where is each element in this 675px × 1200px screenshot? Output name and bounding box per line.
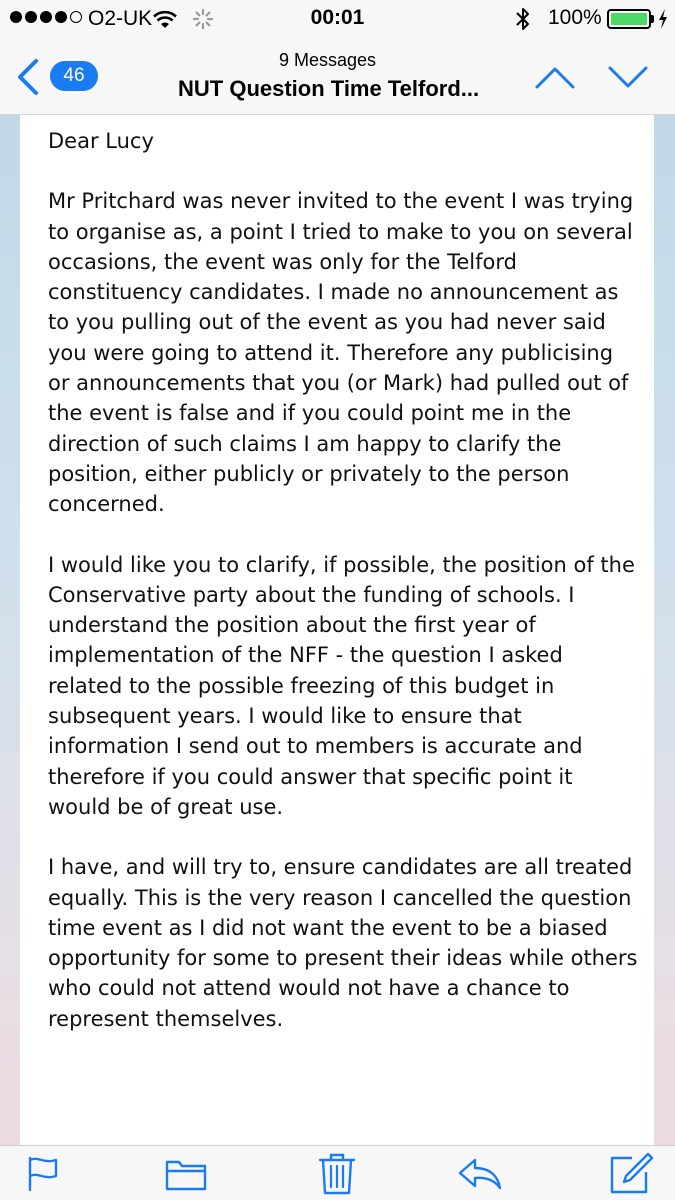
thread-title: NUT Question Time Telford... — [178, 76, 480, 101]
reply-icon[interactable] — [457, 1156, 503, 1192]
message-paragraph: Mr Pritchard was never invited to the event I was trying to organise as, a point I tried to make to you on several occasions, the event was only for the Telford constituency candidates. I made no announcement as to you pulling out of the event as you had never said you were going to attend it. Therefore any publicising or announcements that you (or Mark) had pulled out of the event is false and if you could point me in the direction of such claims I am happy to clarify the position, either publicly or privately to the person concerned. — [48, 189, 634, 517]
compose-icon[interactable] — [608, 1152, 654, 1194]
previous-message-chevron-up-icon[interactable] — [534, 64, 576, 90]
carrier-name: O2-UK — [88, 7, 153, 30]
battery-percentage: 100% — [548, 6, 602, 29]
status-bar — [0, 0, 675, 38]
folder-icon[interactable] — [165, 1156, 207, 1192]
status-time: 00:01 — [310, 6, 365, 29]
top-bar — [0, 0, 675, 115]
message-count-label: 9 Messages — [278, 50, 377, 70]
battery-icon — [607, 9, 651, 29]
message-paragraph: I have, and will try to, ensure candidates are all treated equally. This is the very reason I cancelled the question time event as I did not want the event to be a biased opportunity for some to present their ideas while others who could not attend would not have a chance to represent themselves. — [48, 855, 638, 1031]
bottom-toolbar — [0, 1145, 675, 1200]
message-paragraph: I would like you to clarify, if possible, the position of the Conservative party about the funding of schools. I understand the position about the first year of implementation of the NFF - the question I asked related to the possible freezing of this budget in subsequent years. I would like to ensure that information I send out to members is accurate and therefore if you could answer that specific point it would be of great use. — [48, 552, 635, 819]
charging-bolt-icon — [657, 8, 669, 30]
message-body[interactable] — [20, 115, 654, 1145]
battery-tip — [651, 15, 654, 23]
greeting-paragraph: Dear Lucy — [48, 129, 154, 153]
flag-icon[interactable] — [26, 1156, 60, 1192]
battery-fill — [611, 13, 647, 25]
trash-icon[interactable] — [318, 1152, 356, 1196]
next-message-chevron-down-icon[interactable] — [607, 64, 649, 90]
back-message-count-badge[interactable]: 46 — [50, 61, 98, 91]
bluetooth-icon — [514, 6, 532, 32]
